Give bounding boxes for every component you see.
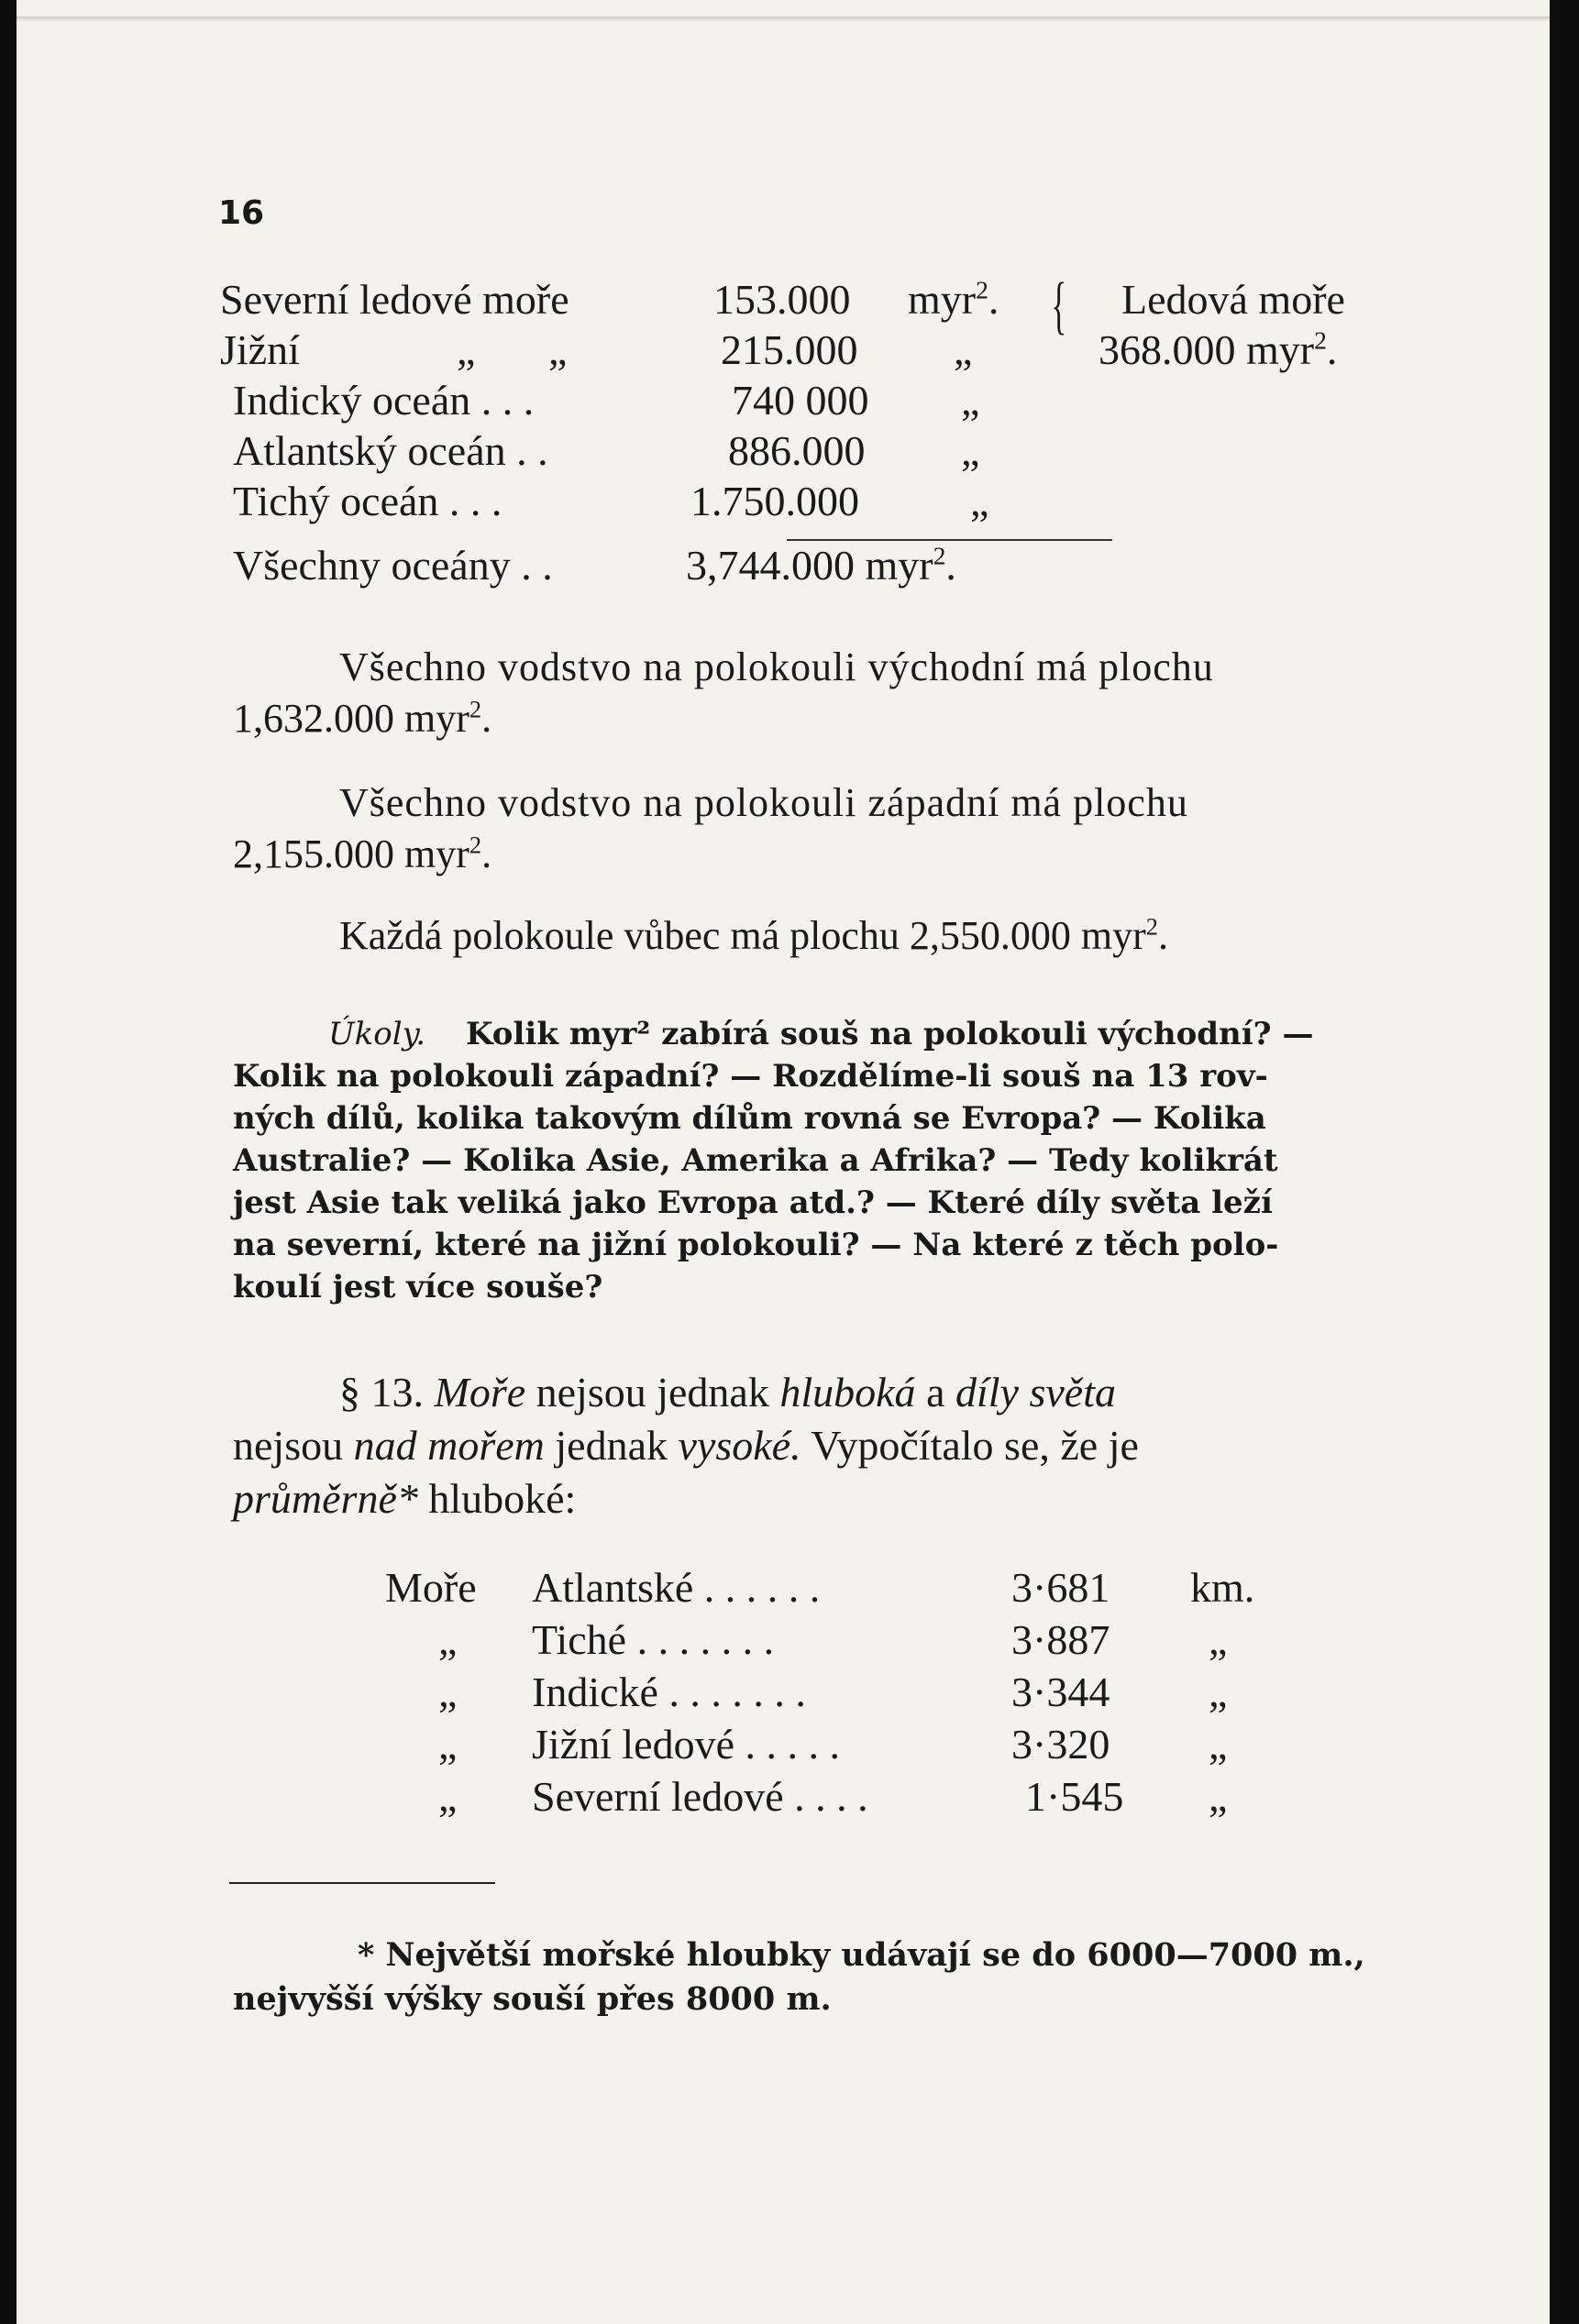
ocean-row-unit: „ xyxy=(970,478,989,524)
tasks-line: Kolik na polokouli západní? — Rozdělíme-li souš na 13 rov- xyxy=(233,1058,1268,1095)
ocean-row-unit: „ xyxy=(961,377,980,424)
section-13-line1: § 13. Moře nejsou jednak hluboká a díly světa xyxy=(339,1369,1116,1415)
depth-row-unit: „ xyxy=(1209,1616,1228,1663)
side-value: 368.000 myr$^2$. xyxy=(1099,325,1338,373)
side-label: Ledová moře xyxy=(1121,276,1345,323)
ditto-mark: „ xyxy=(438,1669,458,1715)
total-value: 3,744.000 myr$^2$. xyxy=(686,541,956,589)
ocean-row-unit: „ xyxy=(961,427,980,474)
total-label: Všechny oceány . . xyxy=(233,542,553,589)
page-top-shadow xyxy=(17,17,1550,22)
ocean-row-name: Atlantský oceán . . xyxy=(233,427,548,474)
depth-row-name: Indické . . . . . . . xyxy=(532,1669,806,1715)
tasks-line: na severní, které na jižní polokouli? — Na které z těch polo- xyxy=(233,1227,1279,1263)
ditto-mark: „ xyxy=(438,1773,458,1820)
ocean-row-name: Tichý oceán . . . xyxy=(233,478,502,524)
each-hemisphere-paragraph: Každá polokoule vůbec má plochu 2,550.000 myr$^2$. xyxy=(339,912,1168,958)
depth-row-unit: km. xyxy=(1190,1564,1255,1611)
depth-row-value: 3·344 xyxy=(1011,1669,1110,1715)
depth-row-unit: „ xyxy=(1209,1773,1228,1820)
ditto-mark: „ xyxy=(438,1721,458,1768)
ocean-row-value: 1.750.000 xyxy=(690,478,859,524)
depth-row-value: 3·887 xyxy=(1011,1616,1110,1663)
depth-row-name: Tiché . . . . . . . xyxy=(532,1616,775,1663)
depth-row-value: 3·681 xyxy=(1011,1564,1110,1611)
depth-row-value: 3·320 xyxy=(1011,1721,1110,1768)
ocean-row-value: 153.000 xyxy=(713,276,851,323)
ocean-row-unit: „ xyxy=(954,326,973,373)
depth-row-name: Jižní ledové . . . . . xyxy=(532,1721,840,1768)
page-number: 16 xyxy=(218,194,265,232)
depth-row-unit: „ xyxy=(1209,1669,1228,1715)
depth-row-value: 1·545 xyxy=(1025,1773,1124,1820)
east-paragraph-line1: Všechno vodstvo na polokouli východní má plochu xyxy=(339,644,1214,689)
ocean-row-value: 215.000 xyxy=(721,326,858,373)
tasks-line: Kolik myr² zabírá souš na polokouli východní? — xyxy=(466,1016,1314,1052)
book-page xyxy=(17,0,1550,2324)
footnote-separator xyxy=(229,1882,495,1884)
west-paragraph-line2: 2,155.000 myr$^2$. xyxy=(233,831,492,876)
ocean-row-name: Severní ledové moře xyxy=(220,276,569,323)
tasks-line: koulí jest více souše? xyxy=(233,1269,603,1305)
depth-row-name: Severní ledové . . . . xyxy=(532,1773,868,1820)
tasks-line: ných dílů, kolika takovým dílům rovná se Evropa? — Kolika xyxy=(233,1100,1266,1137)
depth-prefix: Moře xyxy=(385,1564,477,1611)
ocean-row-name: Jižní xyxy=(220,326,300,373)
ditto-mark: „ xyxy=(438,1616,458,1663)
section-13-line3: průměrně* hluboké: xyxy=(233,1475,577,1522)
ocean-row-value: 740 000 xyxy=(732,377,869,424)
tasks-label: Úkoly. xyxy=(328,1016,426,1052)
ocean-row-name: Indický oceán . . . xyxy=(233,377,535,424)
depth-row-unit: „ xyxy=(1209,1721,1228,1768)
east-paragraph-line2: 1,632.000 myr$^2$. xyxy=(233,695,492,741)
tasks-line: Australie? — Kolika Asie, Amerika a Afrika? — Tedy kolikrát xyxy=(233,1142,1278,1179)
depth-row-name: Atlantské . . . . . . xyxy=(532,1564,821,1611)
ditto-mark: „ xyxy=(457,326,476,373)
brace-icon: { xyxy=(1051,270,1067,341)
section-13-line2: nejsou nad mořem jednak vysoké. Vypočítalo se, že je xyxy=(233,1422,1139,1469)
footnote-line1: * Největší mořské hloubky udávají se do 6000—7000 m., xyxy=(358,1936,1365,1974)
ocean-row-unit: myr$^2$. xyxy=(908,275,999,323)
scan-edge xyxy=(1562,0,1579,2324)
ocean-row-value: 886.000 xyxy=(728,427,866,474)
west-paragraph-line1: Všechno vodstvo na polokouli západní má plochu xyxy=(339,780,1188,825)
tasks-line: jest Asie tak veliká jako Evropa atd.? — Které díly světa leží xyxy=(233,1184,1273,1221)
footnote-line2: nejvyšší výšky souší přes 8000 m. xyxy=(233,1980,832,2018)
ditto-mark: „ xyxy=(548,326,568,373)
